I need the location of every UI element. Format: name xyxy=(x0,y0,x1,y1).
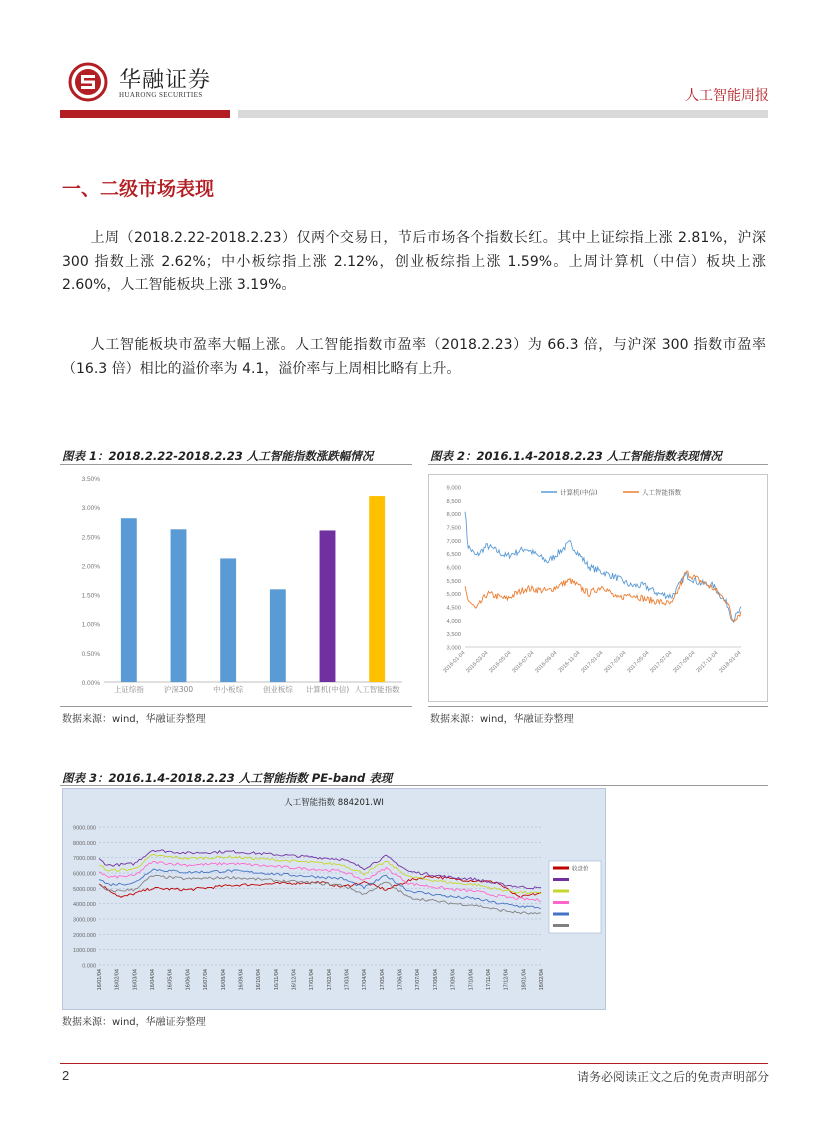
y-tick-label: 4000.000 xyxy=(73,902,96,909)
y-tick-label: 2.50% xyxy=(81,534,100,542)
x-tick-label: 16/11/04 xyxy=(273,969,280,991)
x-tick-label: 18/02/04 xyxy=(539,969,545,991)
paragraph-market-text: 上周（2018.2.22-2018.2.23）仅两个交易日，节后市场各个指数长红。其中上证综指上涨 2.81%，沪深 300 指数上涨 2.62%；中小板综指上涨 2.12%，创业板综指上涨 1.59%。上周计算机（中信）板块上涨 2.60%，人工智能板块上涨 3.19%。 xyxy=(62,230,766,293)
x-category-label: 创业板综 xyxy=(262,685,293,694)
x-category-label: 计算机(中信) xyxy=(305,685,350,694)
paragraph-pe-text: 人工智能板块市盈率大幅上涨。人工智能指数市盈率（2018.2.23）为 66.3 倍，与沪深 300 指数市盈率（16.3 倍）相比的溢价率为 4.1，溢价率与上周相比略有上升。 xyxy=(62,337,766,377)
header-bar-gray xyxy=(238,110,768,118)
y-tick-label: 7,500 xyxy=(446,525,461,532)
y-tick-label: 6000.000 xyxy=(73,871,96,878)
figure2-source: 数据来源：wind，华融证券整理 xyxy=(430,714,574,725)
y-tick-label: 3000.000 xyxy=(73,917,96,924)
bar xyxy=(270,589,286,682)
x-tick-label: 17/07/04 xyxy=(415,969,422,991)
y-tick-label: 8,500 xyxy=(446,498,461,505)
y-tick-label: 3.50% xyxy=(81,476,100,483)
figure1-caption: 图表 1：2018.2.22-2018.2.23 人工智能指数涨跌幅情况 xyxy=(62,449,374,463)
figure3-source: 数据来源：wind，华融证券整理 xyxy=(62,1017,206,1028)
y-tick-label: 7,000 xyxy=(446,538,461,545)
y-tick-label: 3,000 xyxy=(446,645,461,652)
y-tick-label: 6,500 xyxy=(446,552,461,559)
y-tick-label: 6,000 xyxy=(446,565,461,572)
figure1-source: 数据来源：wind，华融证券整理 xyxy=(62,714,206,725)
y-tick-label: 9,000 xyxy=(446,485,461,492)
x-tick-label: 17/11/04 xyxy=(485,969,492,991)
x-tick-label: 2017-03-04 xyxy=(603,650,628,675)
x-tick-label: 16/03/04 xyxy=(132,969,139,991)
x-tick-label: 17/08/04 xyxy=(432,969,439,991)
x-tick-label: 17/06/04 xyxy=(397,969,404,991)
figure1-bottom-line xyxy=(60,706,412,707)
y-tick-label: 8000.000 xyxy=(73,840,96,847)
x-tick-label: 2016-07-04 xyxy=(511,650,536,675)
figure3-chart xyxy=(62,788,606,1010)
x-tick-label: 2016-01-04 xyxy=(442,650,467,675)
legend-label: 计算机(中信) xyxy=(560,488,598,497)
figure2-caption-line xyxy=(428,464,768,465)
x-category-label: 沪深300 xyxy=(163,685,194,694)
x-category-label: 上证综指 xyxy=(113,685,144,694)
y-tick-label: 3,500 xyxy=(446,632,461,639)
figure1-caption-line xyxy=(60,464,412,465)
y-tick-label: 4,500 xyxy=(446,605,461,612)
x-tick-label: 2018-01-04 xyxy=(718,650,743,675)
huarong-logo-icon xyxy=(68,62,108,102)
x-tick-label: 16/08/04 xyxy=(220,969,227,991)
x-tick-label: 2017-01-04 xyxy=(580,650,605,675)
y-tick-label: 1.50% xyxy=(81,592,100,600)
x-tick-label: 17/02/04 xyxy=(326,969,333,991)
y-tick-label: 9000.000 xyxy=(73,825,96,832)
y-tick-label: 2000.000 xyxy=(73,932,96,939)
report-name: 人工智能周报 xyxy=(685,88,769,104)
x-tick-label: 2016-05-04 xyxy=(488,650,513,675)
y-tick-label: 0.00% xyxy=(81,680,100,687)
y-tick-label: 3.00% xyxy=(81,505,100,513)
x-tick-label: 2017-07-04 xyxy=(649,650,674,675)
x-tick-label: 2017-09-04 xyxy=(672,650,697,675)
x-category-label: 人工智能指数 xyxy=(354,685,400,694)
chart-title: 人工智能指数 884201.WI xyxy=(284,798,384,808)
x-tick-label: 16/02/04 xyxy=(114,969,121,991)
x-tick-label: 17/03/04 xyxy=(344,969,351,991)
x-tick-label: 2016-03-04 xyxy=(465,650,490,675)
footer-line xyxy=(60,1063,768,1064)
y-tick-label: 5,000 xyxy=(446,592,461,599)
y-tick-label: 7000.000 xyxy=(73,856,96,863)
header-bar-red xyxy=(60,110,230,118)
y-tick-label: 4,000 xyxy=(446,618,461,625)
series-line xyxy=(465,571,741,621)
x-tick-label: 17/12/04 xyxy=(503,969,510,991)
figure1-chart xyxy=(62,468,412,704)
bar xyxy=(320,530,336,682)
bar xyxy=(220,558,236,682)
x-tick-label: 17/09/04 xyxy=(450,969,457,991)
section-title: 一、二级市场表现 xyxy=(62,178,215,200)
figure3-caption: 图表 3：2016.1.4-2018.2.23 人工智能指数 PE-band 表现 xyxy=(62,771,393,785)
figure2-caption: 图表 2：2016.1.4-2018.2.23 人工智能指数表现情况 xyxy=(430,449,722,463)
x-tick-label: 17/05/04 xyxy=(379,969,386,991)
bar xyxy=(369,496,385,682)
x-category-label: 中小板综 xyxy=(213,685,244,694)
series-line xyxy=(99,876,541,898)
paragraph-pe xyxy=(62,334,766,381)
series-line xyxy=(99,855,541,894)
paragraph-market xyxy=(62,227,766,298)
x-tick-label: 2016-11-04 xyxy=(557,650,582,675)
x-tick-label: 16/09/04 xyxy=(238,969,245,991)
x-tick-label: 2017-05-04 xyxy=(626,650,651,675)
x-tick-label: 16/10/04 xyxy=(256,969,263,991)
legend-label: 收盘价 xyxy=(572,866,589,873)
y-tick-label: 1000.000 xyxy=(73,948,96,955)
company-name-cn: 华融证券 xyxy=(119,68,212,93)
x-tick-label: 16/12/04 xyxy=(291,969,298,991)
x-tick-label: 16/01/04 xyxy=(97,969,103,991)
y-tick-label: 2.00% xyxy=(81,563,100,571)
company-name-en: HUARONG SECURITIES xyxy=(119,91,203,99)
y-tick-label: 0.000 xyxy=(82,963,96,970)
y-tick-label: 8,000 xyxy=(446,512,461,519)
y-tick-label: 1.00% xyxy=(81,621,100,629)
x-tick-label: 2016-09-04 xyxy=(534,650,559,675)
y-tick-label: 5000.000 xyxy=(73,886,96,893)
x-tick-label: 16/05/04 xyxy=(167,969,174,991)
bar xyxy=(171,529,187,682)
x-tick-label: 16/07/04 xyxy=(203,969,210,991)
y-tick-label: 0.50% xyxy=(81,650,100,658)
figure2-bottom-line xyxy=(428,706,768,707)
x-tick-label: 17/10/04 xyxy=(468,969,475,991)
y-tick-label: 5,500 xyxy=(446,578,461,585)
bar-chart xyxy=(62,468,412,704)
bar xyxy=(121,518,137,682)
x-tick-label: 18/01/04 xyxy=(521,969,528,991)
pe-band-chart xyxy=(63,789,605,1009)
line-chart xyxy=(429,475,767,701)
figure3-caption-line xyxy=(60,785,768,786)
figure2-chart xyxy=(428,474,768,702)
footer-disclaimer: 请务必阅读正文之后的免责声明部分 xyxy=(576,1070,769,1084)
page-number: 2 xyxy=(62,1068,70,1083)
legend-label: 人工智能指数 xyxy=(642,488,681,497)
x-tick-label: 2017-11-04 xyxy=(695,650,720,675)
series-line xyxy=(465,512,741,622)
x-tick-label: 17/01/04 xyxy=(309,969,316,991)
x-tick-label: 17/04/04 xyxy=(362,969,369,991)
x-tick-label: 16/06/04 xyxy=(185,969,192,991)
x-tick-label: 16/04/04 xyxy=(150,969,157,991)
